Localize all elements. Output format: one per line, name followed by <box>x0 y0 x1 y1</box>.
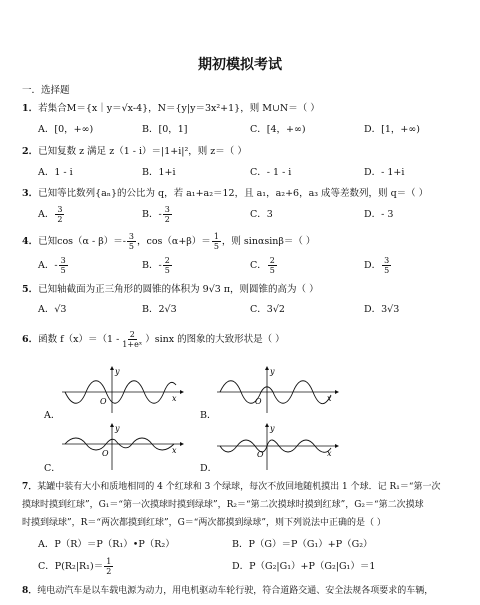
fraction: $\frac{1}{5}$ <box>213 232 219 251</box>
question-7-line-2: 摸球时摸到红球”，G₁＝“第一次摸球时摸到绿球”，R₂＝“第二次摸球时摸到红球”，G₂＝“第二次摸球 <box>22 500 424 510</box>
question-text: 函数 f（x）＝（1 - <box>38 334 120 345</box>
question-text: 某罐中装有大小和质地相同的 4 个红球和 3 个绿球，每次不放回地随机摸出 1 个球．记 R₁＝“第一次 <box>37 482 441 492</box>
question-2 <box>22 146 247 158</box>
option-d: D．3√3 <box>364 304 400 315</box>
option-c: C． $\frac{2}{5}$ <box>250 256 275 275</box>
x-label: x <box>327 394 332 403</box>
question-text: 已知等比数列{aₙ}的公比为 q，若 a₁+a₂＝12，且 a₁，a₂+6，a₃ 成等差数列，则 q＝（ ） <box>38 188 429 199</box>
option-a: A．P（R）＝P（R₁）•P（R₂） <box>38 539 175 550</box>
section-heading: 一．选择题 <box>22 85 70 96</box>
x-axis-arrow <box>335 390 339 394</box>
option-d: D．[1，+∞) <box>364 124 420 135</box>
option-b: B．P（G）＝P（G₁）+P（G₂） <box>232 539 373 550</box>
x-label: x <box>172 446 177 455</box>
question-number: 5． <box>22 284 39 295</box>
fraction: $\frac{3}{2}$ <box>164 205 170 224</box>
fraction: $\frac{2}{5}$ <box>269 256 275 275</box>
option-d: D．- 3 <box>364 209 394 220</box>
option-c: C．- 1 - i <box>250 167 292 178</box>
x-label: x <box>172 394 177 403</box>
question-text: 已知复数 z 满足 z（1 - i）＝|1+i|²，则 z＝（ ） <box>38 146 247 157</box>
option-b: B．1+i <box>142 167 176 178</box>
y-label: y <box>270 424 275 433</box>
option-c: C．[4，+∞) <box>250 124 306 135</box>
page-title: 期初模拟考试 <box>198 57 282 73</box>
option-b: B．[0，1] <box>142 124 188 135</box>
question-7-line-1 <box>22 481 440 493</box>
option-d: D．P（G₂|G₁）+P（G₂|G₁）＝1 <box>232 561 376 572</box>
y-axis-arrow <box>265 423 269 427</box>
question-8 <box>22 585 433 597</box>
question-7-line-3: 时摸到绿球”，R＝“两次都摸到红球”，G＝“两次都摸到绿球”，则下列说法中正确的是（ ） <box>22 518 386 528</box>
fraction: $\frac{3}{2}$ <box>57 205 63 224</box>
x-axis-arrow <box>180 390 184 394</box>
fraction: $\frac{1}{2}$ <box>106 557 112 576</box>
origin-label: O <box>102 449 109 458</box>
option-d: D． $\frac{3}{5}$ <box>364 256 390 275</box>
option-d: D．- 1+i <box>364 167 405 178</box>
option-b: B．- $\frac{2}{5}$ <box>142 256 170 275</box>
graph-a <box>60 365 185 415</box>
question-number: 7． <box>22 482 38 492</box>
x-axis-arrow <box>335 444 339 448</box>
question-number: 8． <box>22 586 38 596</box>
origin-label: O <box>255 397 262 406</box>
option-a: A．√3 <box>38 304 67 315</box>
y-label: y <box>115 367 120 376</box>
option-c: C．P(R₂|R₁)＝ $\frac{1}{2}$ <box>38 557 112 576</box>
x-label: x <box>327 449 332 458</box>
y-axis-arrow <box>110 366 114 370</box>
question-number: 2． <box>22 146 39 157</box>
question-text: 已知cos（α - β）＝- <box>38 236 126 247</box>
option-b: B． <box>200 410 217 421</box>
fraction: $\frac{2}{5}$ <box>164 256 170 275</box>
option-label: A． <box>38 209 55 220</box>
question-1 <box>22 103 320 115</box>
origin-label: O <box>257 450 264 459</box>
fraction: $\frac{2}{\text{1+eˣ}}$ <box>122 330 143 349</box>
question-3 <box>22 188 428 200</box>
fraction: $\frac{3}{5}$ <box>384 256 390 275</box>
question-5 <box>22 284 319 296</box>
fraction: $\frac{3}{5}$ <box>60 256 66 275</box>
option-label: B． <box>142 209 159 220</box>
question-text: 纯电动汽车是以车载电源为动力，用电机驱动车轮行驶，符合道路交通、安全法规各项要求的车辆， <box>37 586 434 596</box>
fraction: $\frac{3}{5}$ <box>128 232 135 251</box>
question-4: 4．已知cos（α - β）＝- $\frac{3}{5}$ ，cos（α+β）＝ $\frac{1}{5}$ ，则 sinαsinβ＝（ ） <box>22 232 316 251</box>
option-a: A．- $\frac{3}{5}$ <box>38 256 66 275</box>
option-c: C． <box>44 463 61 474</box>
option-b: B．2√3 <box>142 304 177 315</box>
y-label: y <box>270 367 275 376</box>
question-number: 6． <box>22 334 39 345</box>
question-number: 4． <box>22 236 39 247</box>
question-text: 若集合M＝{x｜y＝√x-4}，N＝{y|y＝3x²+1}，则 M∪N＝（ ） <box>38 103 320 114</box>
graph-b <box>215 365 340 415</box>
option-a: A．[0，+∞) <box>38 124 94 135</box>
y-label: y <box>115 424 120 433</box>
question-text: 已知轴截面为正三角形的圆锥的体积为 9√3 π，则圆锥的高为（ ） <box>38 284 319 295</box>
graph-c <box>60 422 185 472</box>
option-a: A． <box>44 410 61 421</box>
option-a <box>38 205 65 224</box>
y-axis-arrow <box>265 366 269 370</box>
option-b: B．- $\frac{3}{2}$ <box>142 205 170 224</box>
y-axis-arrow <box>110 423 114 427</box>
option-c: C．3√2 <box>250 304 285 315</box>
question-number: 3． <box>22 188 39 199</box>
question-number: 1． <box>22 103 39 114</box>
option-d: D． <box>200 463 218 474</box>
option-c: C．3 <box>250 209 273 220</box>
option-a: A．1 - i <box>38 167 73 178</box>
question-6: 6．函数 f（x）＝（1 - $\frac{2}{\text{1+eˣ}}$ ）sinx 的图象的大致形状是（ ） <box>22 330 285 349</box>
graph-d <box>215 422 340 472</box>
origin-label: O <box>100 397 107 406</box>
x-axis-arrow <box>180 442 184 446</box>
